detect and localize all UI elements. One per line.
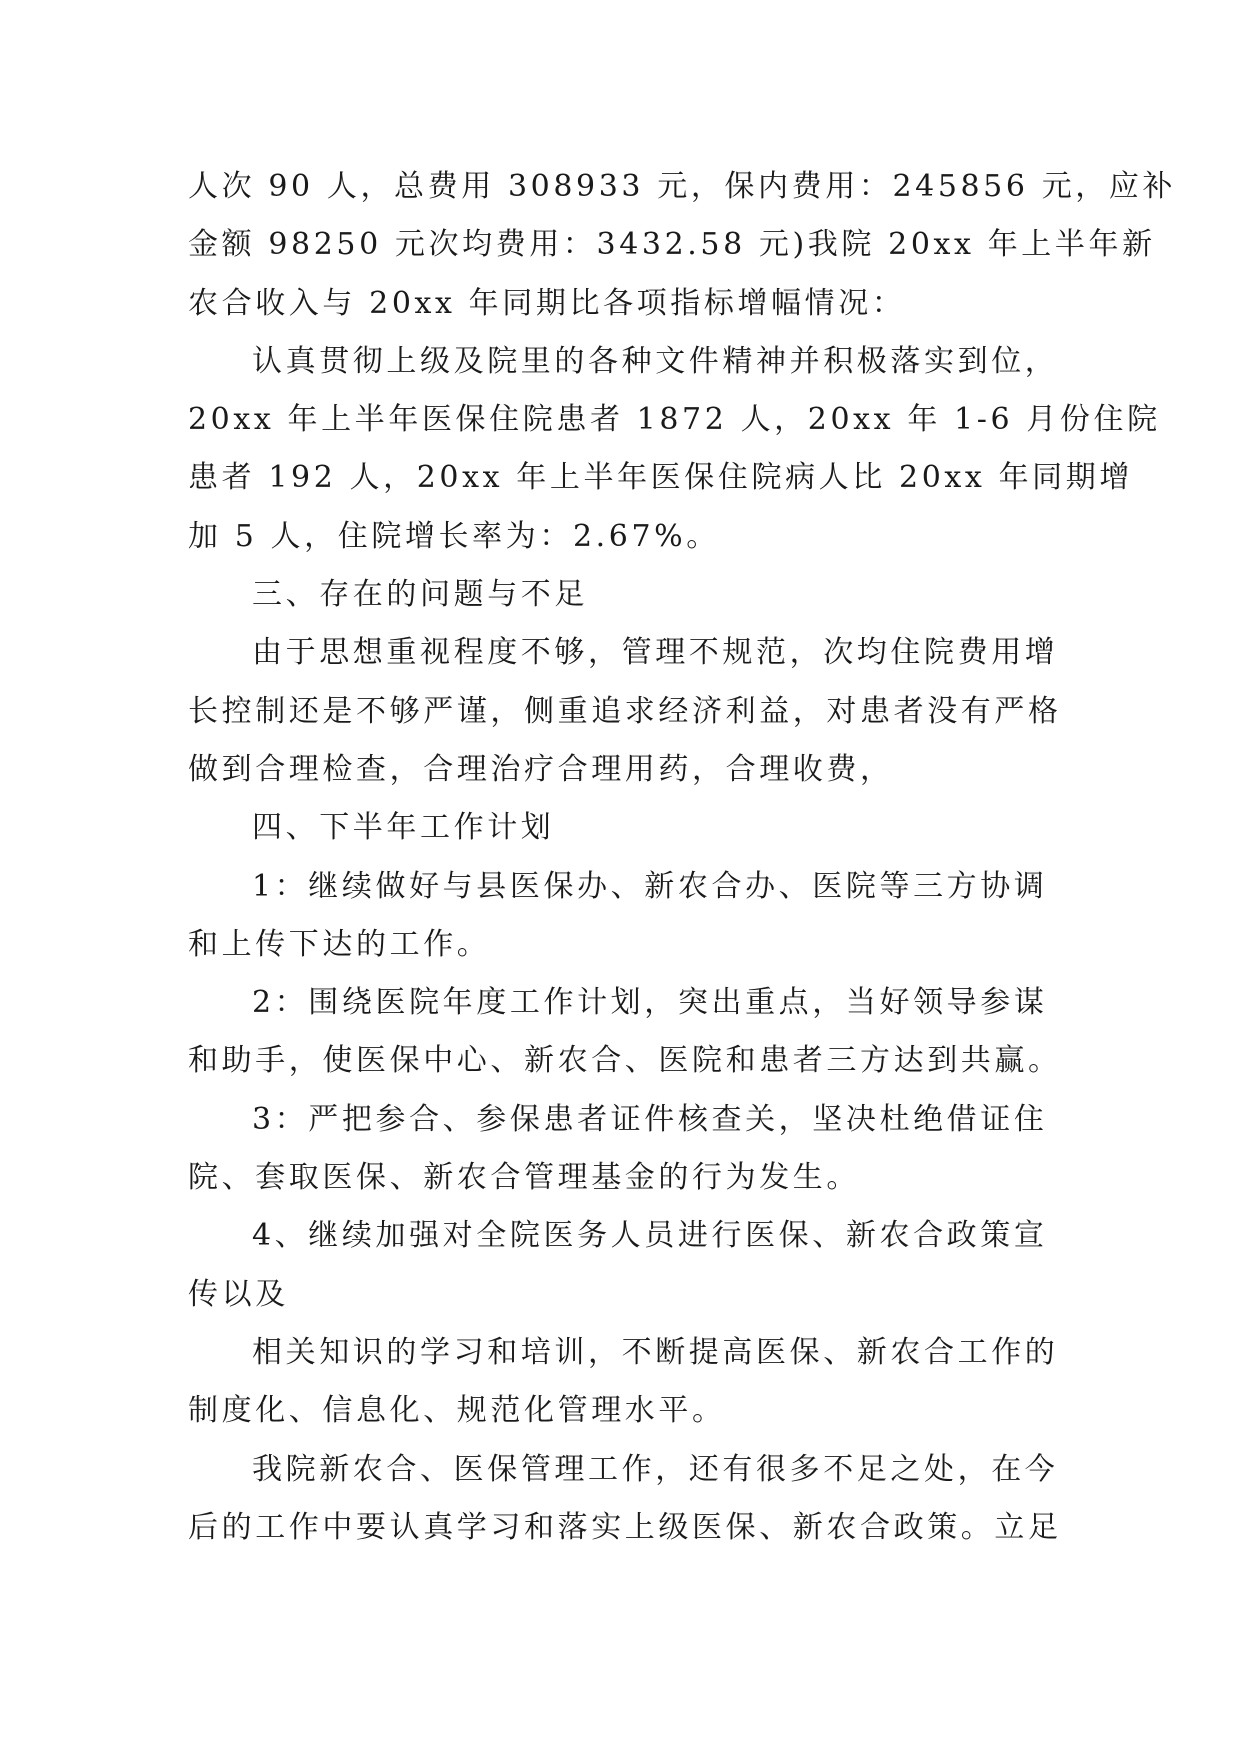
text-line: 加 5 人，住院增长率为：2.67%。 [188,518,720,554]
text-line: 院、套取医保、新农合管理基金的行为发生。 [188,1160,860,1196]
text-line: 传以及 [188,1276,289,1312]
text-line: 20xx 年上半年医保住院患者 1872 人，20xx 年 1-6 月份住院 [188,402,1161,438]
paragraph-start-line: 我院新农合、医保管理工作，还有很多不足之处，在今 [252,1451,1059,1487]
section-heading: 三、存在的问题与不足 [252,577,588,613]
text-line: 后的工作中要认真学习和落实上级医保、新农合政策。立足 [188,1509,1062,1545]
list-item-start-line: 1：继续做好与县医保办、新农合办、医院等三方协调 [252,868,1048,904]
paragraph-start-line: 相关知识的学习和培训，不断提高医保、新农合工作的 [252,1334,1059,1370]
text-line: 人次 90 人，总费用 308933 元，保内费用：245856 元，应补 [188,169,1177,204]
list-item-start-line: 3：严把参合、参保患者证件核查关，坚决杜绝借证住 [252,1101,1048,1137]
text-line: 农合收入与 20xx 年同期比各项指标增幅情况： [188,285,906,321]
paragraph-start-line: 由于思想重视程度不够，管理不规范，次均住院费用增 [252,635,1059,671]
text-line: 制度化、信息化、规范化管理水平。 [188,1393,726,1429]
text-line: 金额 98250 元次均费用：3432.58 元)我院 20xx 年上半年新 [188,227,1156,263]
text-line: 和上传下达的工作。 [188,926,491,962]
list-item-start-line: 2：围绕医院年度工作计划，突出重点，当好领导参谋 [252,985,1048,1021]
list-item-start-line: 4、继续加强对全院医务人员进行医保、新农合政策宣 [252,1218,1048,1254]
text-line: 患者 192 人，20xx 年上半年医保住院病人比 20xx 年同期增 [188,460,1133,496]
document-body [188,158,1177,1557]
text-line: 做到合理检查，合理治疗合理用药，合理收费， [188,751,894,787]
section-heading: 四、下半年工作计划 [252,810,555,846]
text-line: 长控制还是不够严谨，侧重追求经济利益，对患者没有严格 [188,693,1062,729]
paragraph-start-line: 认真贯彻上级及院里的各种文件精神并积极落实到位， [252,343,1059,379]
text-line: 和助手，使医保中心、新农合、医院和患者三方达到共赢。 [188,1043,1062,1079]
